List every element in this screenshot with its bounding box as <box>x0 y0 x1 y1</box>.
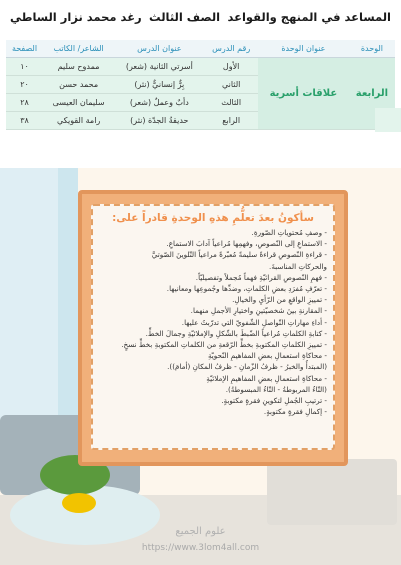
page: المساعد في المنهج والقواعد الصف الثالث رغد محمد نزار الساطي الوحدة عنوان الوحدة رقم الدرس عنوان الدرس الشاعر/ الكاتب الصفحة الرابعة علاقات أسرية الأول أسرتي الثانية (شعر) ممدوح سليم ١٠ الثاني بِرٌّ إنسانيٌّ (نثر) محمد حسن ٢٠ الثالث دأبٌ وعملٌ (شعر) سليمان العيسى ٢٨ الرابع حديقةُ الجدّة (نثر) رامة القويكي ٣٨ علوم الجميع https://www.3lom4all.com سأكونُ بعدَ تعلُّمِ هذهِ الوحدةِ قادراً على: - وصفِ مُحتوياتِ الصّورةِ. - الاستماعِ إلى النّصوصِ، وفهمِها مُراعياً آدابَ الاستماعِ. - قراءةِ النّصوصِ قراءةً سليمةً مُعبّرةً مراعياً التّلوينَ الصّوتيَّ والحركاتِ المناسبةَ. - فهمِ النّصوصِ القرائيّةِ فهماً مُجملاً وتفصيليّاً. - تعرّفِ مُفرَدِ بعضِ الكلماتِ، وضدِّها وجُموعِها ومعانيها. - تمييزِ الواقعِ من الرّأيِ والخيالِ. - المقارنةِ بينَ شخصيّتينِ واختيارِ الأجملِ منهما. - أداءِ مهاراتِ التّواصلِ الشّفويّ التي تدرّبتُ عليها. - كتابةِ الكلماتِ مُراعياً الضّبطَ بالشّكلِ والإملائيّةِ وجمالَ الخطِّ. - تمييزِ الكلماتِ المكتوبةِ بخطِّ الرّقعةِ من الكلماتِ المكتوبةِ بخطِّ نسخٍ. - محاكاةِ استعمالِ بعضِ المفاهيمِ النّحويّةِ (المبتدأُ والخبرُ - ظرفُ الزّمانِ - ظرفُ المكانِ (أمامَ)). - محاكاةِ استعمالِ بعضِ المفاهيمِ الإملائيّةِ (التّاءُ المربوطةُ - التّاءُ المبسوطةُ). - ترتيبِ الجُملِ لتكوينِ فقرةٍ مكتوبةٍ. - إكمالِ فقرةٍ مكتوبةٍ. <box>0 0 401 565</box>
